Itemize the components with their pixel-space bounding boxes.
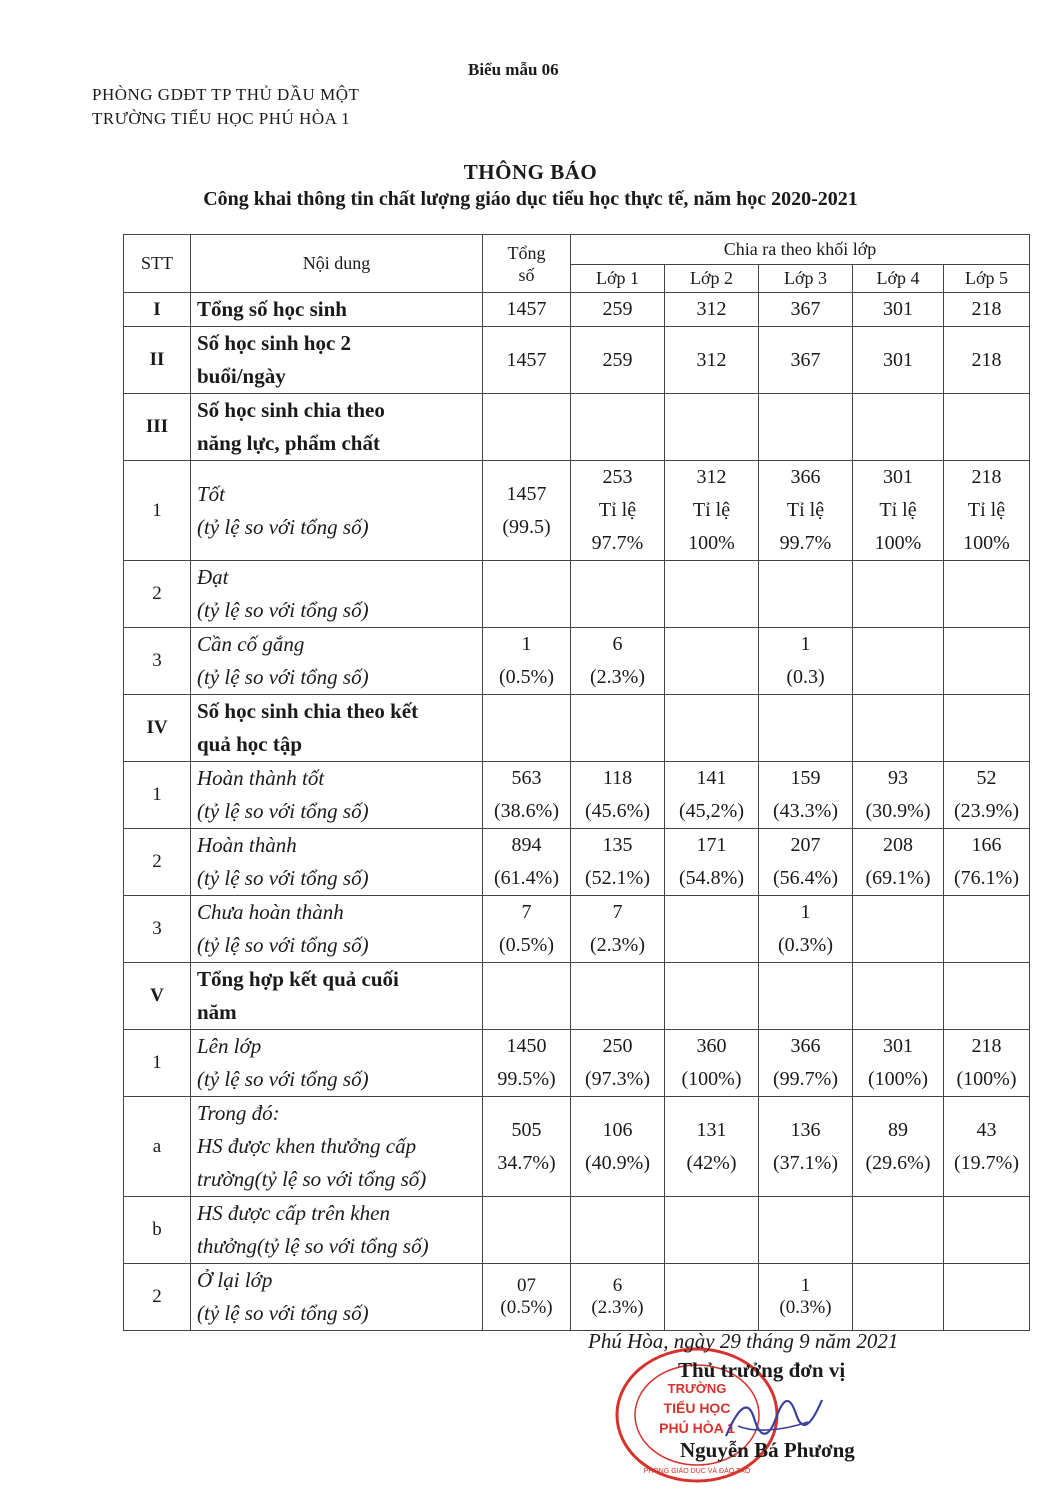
row-content-line: buổi/ngày — [197, 364, 286, 388]
row-stt: 3 — [124, 896, 191, 963]
row-stt: III — [124, 394, 191, 461]
cell-value: (99.7%) — [773, 1068, 838, 1090]
cell-value: 52 — [976, 767, 997, 789]
grade-cell — [853, 628, 944, 695]
grade-cell — [571, 327, 665, 394]
row-content-line: trường(tỷ lệ so với tổng số) — [197, 1167, 427, 1191]
cell-value: (45.6%) — [585, 800, 650, 822]
grade-cell — [853, 327, 944, 394]
cell-value: 171 — [696, 834, 727, 856]
row-content-line: Cần cố gắng — [197, 632, 305, 656]
grade-cell — [571, 293, 665, 327]
total-cell — [483, 695, 571, 762]
cell-value: (2.3%) — [590, 666, 645, 688]
grade-cell — [853, 1264, 944, 1331]
grade-cell — [944, 1097, 1030, 1197]
total-cell — [483, 963, 571, 1030]
cell-value: (100%) — [956, 1068, 1017, 1090]
row-stt: IV — [124, 695, 191, 762]
cell-value: 366 — [790, 1035, 821, 1057]
grade-cell — [571, 461, 665, 561]
cell-value: 505 — [511, 1118, 542, 1141]
row-content — [191, 1264, 483, 1331]
cell-value: 100% — [874, 532, 922, 554]
grade-cell — [944, 963, 1030, 1030]
grade-cell — [944, 695, 1030, 762]
cell-value: 159 — [790, 767, 821, 789]
cell-value: (52.1%) — [585, 867, 650, 889]
grade-cell — [759, 293, 853, 327]
table-row — [124, 394, 1030, 461]
cell-value: (42%) — [686, 1151, 737, 1174]
grade-cell — [759, 1030, 853, 1097]
grade-cell — [853, 1097, 944, 1197]
cell-value: 207 — [790, 834, 821, 856]
cell-value: 43 — [976, 1118, 997, 1141]
table-row — [124, 561, 1030, 628]
document-title: THÔNG BÁO — [463, 160, 598, 184]
row-stt: II — [124, 327, 191, 394]
cell-value: 259 — [602, 298, 633, 320]
grade-cell — [665, 628, 759, 695]
cell-value: 135 — [602, 834, 633, 856]
grade-cell — [853, 561, 944, 628]
stamp-text-1: TRƯỜNG — [667, 1381, 727, 1396]
table-row — [124, 327, 1030, 394]
cell-value: (0.5%) — [500, 1297, 553, 1318]
grade-cell — [665, 293, 759, 327]
grade-cell — [759, 963, 853, 1030]
cell-value: 218 — [971, 348, 1002, 371]
row-stt: 2 — [124, 1264, 191, 1331]
table-row — [124, 695, 1030, 762]
table-row — [124, 963, 1030, 1030]
cell-value: (0.3%) — [779, 1297, 832, 1318]
row-content — [191, 1097, 483, 1197]
cell-value: 367 — [790, 348, 821, 371]
cell-value: 1457 — [506, 348, 547, 371]
total-cell — [483, 461, 571, 561]
grade-cell — [571, 1264, 665, 1331]
table-row — [124, 628, 1030, 695]
row-stt: 1 — [124, 461, 191, 561]
cell-value: 218 — [971, 298, 1002, 320]
grade-cell — [665, 1197, 759, 1264]
stamp-text-3: PHÚ HÒA 1 — [659, 1420, 735, 1436]
grade-cell — [665, 394, 759, 461]
row-content-line: Hoàn thành tốt — [197, 766, 325, 790]
signer-name: Nguyễn Bá Phương — [680, 1438, 855, 1462]
grade-cell — [853, 293, 944, 327]
row-content — [191, 762, 483, 829]
cell-value: 563 — [511, 767, 542, 789]
header-stt: STT — [124, 235, 191, 293]
grade-cell — [853, 695, 944, 762]
grade-cell — [944, 1264, 1030, 1331]
cell-value: 7 — [612, 901, 623, 923]
cell-value: 07 — [517, 1275, 536, 1296]
cell-value: 312 — [696, 466, 727, 488]
row-content — [191, 293, 483, 327]
row-stt: a — [124, 1097, 191, 1197]
grade-cell — [571, 394, 665, 461]
quality-table — [123, 234, 1030, 1331]
row-content-line: Số học sinh chia theo kết — [197, 699, 419, 723]
cell-value: (2.3%) — [590, 934, 645, 956]
cell-value: 1457 — [506, 482, 547, 505]
grade-cell — [853, 394, 944, 461]
head-title: Thủ trưởng đơn vị — [678, 1358, 846, 1382]
grade-cell — [853, 963, 944, 1030]
grade-cell — [944, 394, 1030, 461]
table-row — [124, 1030, 1030, 1097]
grade-cell — [853, 829, 944, 896]
row-stt: 2 — [124, 561, 191, 628]
header-grade: Lớp 2 — [665, 265, 759, 293]
cell-value: 218 — [971, 1035, 1002, 1057]
header-grade: Lớp 5 — [944, 265, 1030, 293]
total-cell — [483, 293, 571, 327]
row-content — [191, 327, 483, 394]
grade-cell — [665, 963, 759, 1030]
grade-cell — [944, 1030, 1030, 1097]
grade-cell — [759, 561, 853, 628]
cell-value: 301 — [883, 1035, 913, 1057]
row-content — [191, 628, 483, 695]
cell-value: 366 — [790, 466, 821, 488]
cell-value: (97.3%) — [585, 1068, 650, 1090]
cell-value: (76.1%) — [954, 867, 1019, 889]
cell-value: (19.7%) — [954, 1151, 1019, 1174]
grade-cell — [665, 695, 759, 762]
cell-value: (2.3%) — [591, 1297, 644, 1318]
cell-value: 136 — [790, 1118, 821, 1141]
grade-cell — [944, 829, 1030, 896]
grade-cell — [944, 293, 1030, 327]
cell-value: (45,2%) — [679, 800, 744, 822]
cell-value: 7 — [521, 901, 532, 923]
cell-value: 301 — [883, 298, 913, 320]
table-row — [124, 293, 1030, 327]
grade-cell — [571, 1030, 665, 1097]
header-total-line1: Tổng — [507, 242, 546, 263]
cell-value: 218 — [971, 466, 1002, 488]
cell-value: 1 — [800, 901, 811, 923]
row-content-line: Ở lại lớp — [197, 1268, 273, 1292]
grade-cell — [759, 896, 853, 963]
cell-value: 250 — [602, 1035, 633, 1057]
row-content — [191, 1030, 483, 1097]
row-content — [191, 394, 483, 461]
row-content-line: Đạt — [197, 565, 229, 589]
row-content-line: Chưa hoàn thành — [197, 900, 344, 924]
grade-cell — [759, 461, 853, 561]
grade-cell — [944, 461, 1030, 561]
cell-value: Tỉ lệ — [692, 499, 731, 521]
grade-cell — [853, 896, 944, 963]
total-cell — [483, 628, 571, 695]
row-content-line: (tỷ lệ so với tổng số) — [197, 866, 369, 890]
cell-value: 6 — [612, 633, 623, 655]
grade-cell — [944, 561, 1030, 628]
cell-value: (0.3%) — [778, 934, 833, 956]
cell-value: 93 — [888, 767, 908, 789]
grade-cell — [665, 762, 759, 829]
grade-cell — [571, 1097, 665, 1197]
table-row — [124, 1097, 1030, 1197]
table-row — [124, 1197, 1030, 1264]
cell-value: (37.1%) — [773, 1151, 838, 1174]
row-content-line: Hoàn thành — [197, 833, 297, 857]
total-cell — [483, 1097, 571, 1197]
header-grade: Lớp 1 — [571, 265, 665, 293]
grade-cell — [571, 829, 665, 896]
row-stt: 1 — [124, 1030, 191, 1097]
cell-value: 894 — [511, 834, 542, 856]
row-content-line: thưởng(tỷ lệ so với tổng số) — [197, 1234, 429, 1258]
form-number: Biểu mẫu 06 — [468, 60, 559, 79]
grade-cell — [853, 461, 944, 561]
cell-value: 259 — [602, 348, 633, 371]
cell-value: 99.7% — [779, 532, 832, 554]
cell-value: Tỉ lệ — [967, 499, 1006, 521]
header-grade: Lớp 3 — [759, 265, 853, 293]
cell-value: (99.5) — [502, 515, 551, 538]
cell-value: (23.9%) — [954, 800, 1019, 822]
grade-cell — [571, 762, 665, 829]
row-stt: 2 — [124, 829, 191, 896]
header-content: Nội dung — [191, 235, 483, 293]
place-date: Phú Hòa, ngày 29 tháng 9 năm 2021 — [588, 1329, 899, 1353]
grade-cell — [571, 963, 665, 1030]
grade-cell — [944, 1197, 1030, 1264]
total-cell — [483, 561, 571, 628]
grade-cell — [759, 829, 853, 896]
cell-value: 100% — [963, 532, 1010, 554]
row-content — [191, 461, 483, 561]
grade-cell — [571, 1197, 665, 1264]
row-stt: V — [124, 963, 191, 1030]
row-content — [191, 896, 483, 963]
row-content-line: (tỷ lệ so với tổng số) — [197, 514, 369, 539]
grade-cell — [759, 762, 853, 829]
grade-cell — [759, 1197, 853, 1264]
row-stt: I — [124, 293, 191, 327]
grade-cell — [853, 762, 944, 829]
row-content-line: quả học tập — [197, 732, 303, 756]
cell-value: Tỉ lệ — [598, 499, 637, 521]
row-content-line: (tỷ lệ so với tổng số) — [197, 598, 369, 622]
total-cell — [483, 1264, 571, 1331]
total-cell — [483, 1030, 571, 1097]
department-name: PHÒNG GDĐT TP THỦ DẦU MỘT — [92, 85, 360, 104]
cell-value: 166 — [971, 834, 1002, 856]
cell-value: 1457 — [506, 298, 547, 320]
grade-cell — [759, 695, 853, 762]
total-cell — [483, 394, 571, 461]
cell-value: 141 — [696, 767, 727, 789]
grade-cell — [665, 896, 759, 963]
grade-cell — [665, 1264, 759, 1331]
grade-cell — [759, 1264, 853, 1331]
cell-value: (40.9%) — [585, 1151, 650, 1174]
cell-value: 89 — [888, 1118, 908, 1141]
row-content-line: năm — [197, 1000, 237, 1024]
row-content-line: Tổng số học sinh — [197, 297, 347, 321]
row-content — [191, 561, 483, 628]
cell-value: (100%) — [681, 1068, 742, 1090]
grade-cell — [853, 1030, 944, 1097]
cell-value: 97.7% — [591, 532, 644, 554]
cell-value: (61.4%) — [494, 867, 559, 889]
table-row — [124, 1264, 1030, 1331]
row-content — [191, 695, 483, 762]
cell-value: 99.5%) — [497, 1068, 556, 1090]
stamp-text-ring: PHÒNG GIÁO DỤC VÀ ĐÀO TẠO — [643, 1468, 751, 1475]
cell-value: 312 — [696, 298, 727, 320]
grade-cell — [853, 1197, 944, 1264]
row-content-line: Lên lớp — [197, 1034, 262, 1058]
cell-value: 1 — [800, 1275, 811, 1296]
cell-value: 131 — [696, 1118, 727, 1141]
table-row — [124, 829, 1030, 896]
table-row — [124, 461, 1030, 561]
row-stt: b — [124, 1197, 191, 1264]
row-content — [191, 963, 483, 1030]
row-content-line: (tỷ lệ so với tổng số) — [197, 933, 369, 957]
row-content-line: HS được khen thưởng cấp — [197, 1134, 417, 1158]
header-grade-group: Chia ra theo khối lớp — [571, 235, 1030, 265]
grade-cell — [759, 327, 853, 394]
header-total-line2: số — [518, 264, 535, 285]
grade-cell — [665, 561, 759, 628]
table-row — [124, 762, 1030, 829]
grade-cell — [759, 628, 853, 695]
grade-cell — [571, 628, 665, 695]
grade-cell — [944, 628, 1030, 695]
total-cell — [483, 896, 571, 963]
row-content-line: Số học sinh học 2 — [197, 331, 352, 355]
document-subtitle: Công khai thông tin chất lượng giáo dục tiểu học thực tế, năm học 2020-2021 — [203, 188, 858, 210]
stamp-text-2: TIỂU HỌC — [663, 1400, 731, 1416]
cell-value: (38.6%) — [494, 800, 559, 822]
grade-cell — [665, 829, 759, 896]
cell-value: 312 — [696, 348, 727, 371]
row-content — [191, 1197, 483, 1264]
grade-cell — [759, 1097, 853, 1197]
total-cell — [483, 1197, 571, 1264]
cell-value: (0.5%) — [499, 934, 554, 956]
cell-value: 301 — [883, 348, 913, 371]
cell-value: 1450 — [506, 1035, 547, 1057]
grade-cell — [571, 896, 665, 963]
grade-cell — [665, 327, 759, 394]
header-total — [483, 235, 571, 293]
cell-value: 208 — [883, 834, 913, 856]
cell-value: (69.1%) — [865, 867, 931, 889]
row-content-line: (tỷ lệ so với tổng số) — [197, 799, 369, 823]
cell-value: 1 — [800, 633, 811, 655]
row-content-line: Số học sinh chia theo — [197, 398, 385, 422]
cell-value: 118 — [602, 767, 633, 789]
row-content-line: Tổng hợp kết quả cuối — [197, 967, 399, 991]
grade-cell — [759, 394, 853, 461]
grade-cell — [571, 695, 665, 762]
cell-value: Tỉ lệ — [786, 499, 825, 521]
row-content-line: (tỷ lệ so với tổng số) — [197, 1067, 369, 1091]
grade-cell — [665, 461, 759, 561]
cell-value: 253 — [602, 466, 633, 488]
row-content-line: Tốt — [197, 481, 226, 506]
row-content — [191, 829, 483, 896]
grade-cell — [665, 1097, 759, 1197]
cell-value: (43.3%) — [773, 800, 838, 822]
cell-value: (54.8%) — [679, 867, 744, 889]
grade-cell — [944, 762, 1030, 829]
row-content-line: năng lực, phẩm chất — [197, 431, 380, 455]
row-stt: 1 — [124, 762, 191, 829]
cell-value: (56.4%) — [773, 867, 838, 889]
cell-value: (0.3) — [786, 666, 825, 688]
grade-cell — [665, 1030, 759, 1097]
row-content-line: HS được cấp trên khen — [197, 1201, 390, 1225]
total-cell — [483, 829, 571, 896]
total-cell — [483, 762, 571, 829]
school-name: TRƯỜNG TIỂU HỌC PHÚ HÒA 1 — [92, 109, 351, 128]
cell-value: 106 — [602, 1118, 633, 1141]
header-grade: Lớp 4 — [853, 265, 944, 293]
cell-value: 34.7%) — [497, 1151, 556, 1174]
row-content-line: (tỷ lệ so với tổng số) — [197, 665, 369, 689]
table-row — [124, 896, 1030, 963]
cell-value: 360 — [696, 1035, 727, 1057]
grade-cell — [944, 327, 1030, 394]
cell-value: 100% — [688, 532, 735, 554]
row-content-line: Trong đó: — [197, 1101, 280, 1125]
grade-cell — [944, 896, 1030, 963]
total-cell — [483, 327, 571, 394]
cell-value: (30.9%) — [865, 800, 931, 822]
cell-value: 1 — [521, 633, 532, 655]
cell-value: (100%) — [868, 1068, 928, 1090]
cell-value: 301 — [883, 466, 913, 488]
row-content-line: (tỷ lệ so với tổng số) — [197, 1301, 369, 1325]
cell-value: 6 — [612, 1275, 623, 1296]
grade-cell — [571, 561, 665, 628]
cell-value: (0.5%) — [499, 666, 554, 688]
row-stt: 3 — [124, 628, 191, 695]
cell-value: (29.6%) — [865, 1151, 931, 1174]
cell-value: 367 — [790, 298, 821, 320]
cell-value: Tỉ lệ — [879, 499, 917, 521]
